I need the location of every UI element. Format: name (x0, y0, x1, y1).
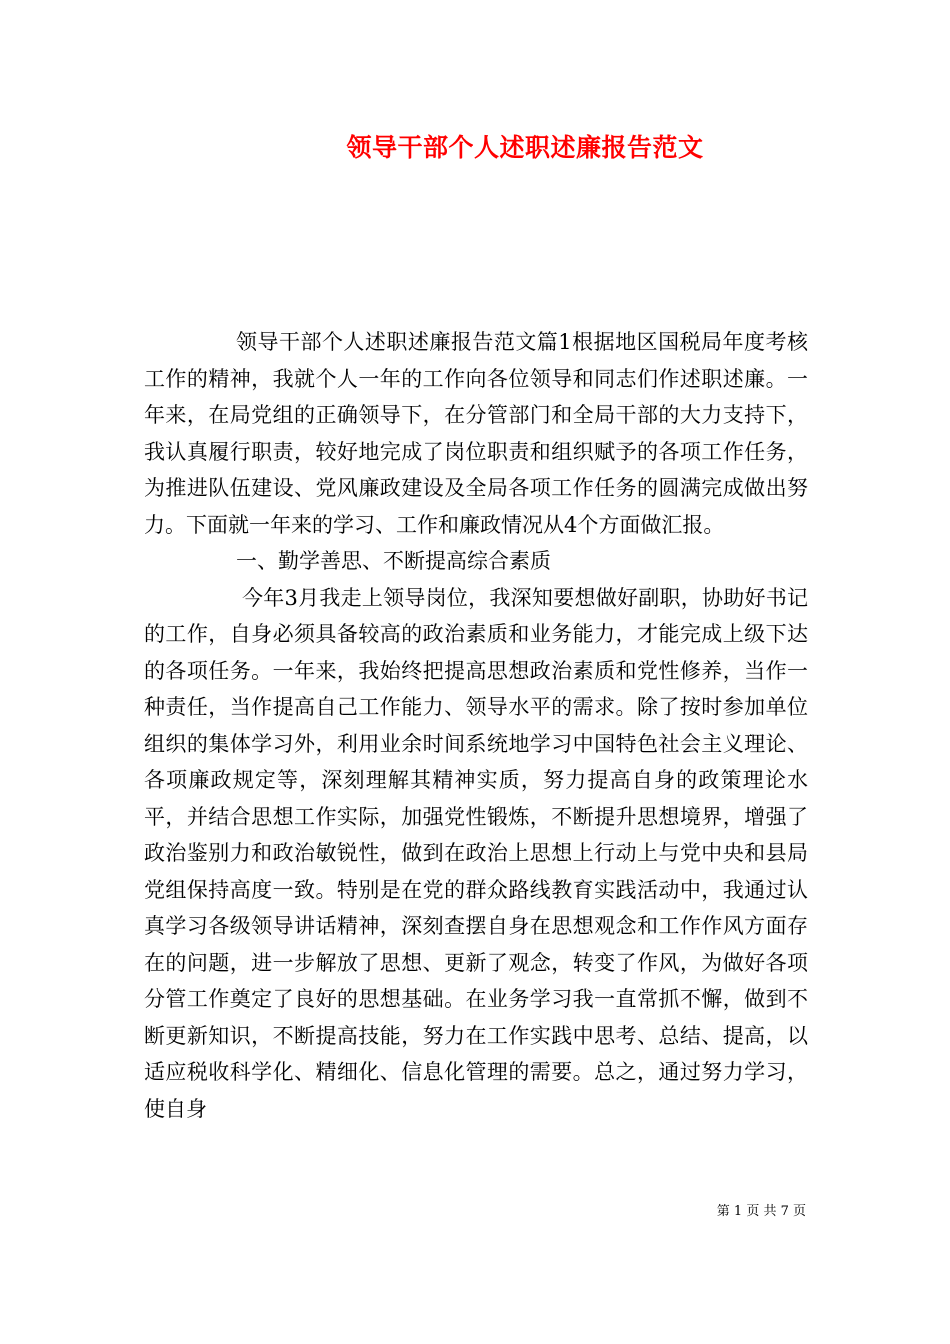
document-body (144, 324, 808, 1127)
document-title: 领导干部个人述职述廉报告范文 (346, 133, 704, 162)
page-number-footer: 第 1 页 共 7 页 (716, 1204, 806, 1219)
paragraph-intro: 领导干部个人述职述廉报告范文篇1根据地区国税局年度考核工作的精神，我就个人一年的工作向各位领导和同志们作述职述廉。一年来，在局党组的正确领导下，在分管部门和全局干部的大力支持下，我认真履行职责，较好地完成了岗位职责和组织赋予的各项工作任务，为推进队伍建设、党风廉政建设及全局各项工作任务的圆满完成做出努力。下面就一年来的学习、工作和廉政情况从4个方面做汇报。 (144, 330, 808, 537)
paragraph-study: 今年3月我走上领导岗位，我深知要想做好副职，协助好书记的工作，自身必须具备较高的政治素质和业务能力，才能完成上级下达的各项任务。一年来，我始终把提高思想政治素质和党性修养，当作一种责任，当作提高自己工作能力、领导水平的需求。除了按时参加单位组织的集体学习外，利用业余时间系统地学习中国特色社会主义理论、各项廉政规定等，深刻理解其精神实质，努力提高自身的政策理论水平，并结合思想工作实际，加强党性锻炼，不断提升思想境界，增强了政治鉴别力和政治敏锐性，做到在政治上思想上行动上与党中央和县局党组保持高度一致。特别是在党的群众路线教育实践活动中，我通过认真学习各级领导讲话精神，深刻查摆自身在思想观念和工作作风方面存在的问题，进一步解放了思想、更新了观念，转变了作风，为做好各项分管工作奠定了良好的思想基础。在业务学习我一直常抓不懈，做到不断更新知识，不断提高技能，努力在工作实践中思考、总结、提高，以适应税收科学化、精细化、信息化管理的需要。总之，通过努力学习，使自身 (144, 585, 808, 1121)
section-heading: 一、勤学善思、不断提高综合素质 (236, 549, 551, 573)
